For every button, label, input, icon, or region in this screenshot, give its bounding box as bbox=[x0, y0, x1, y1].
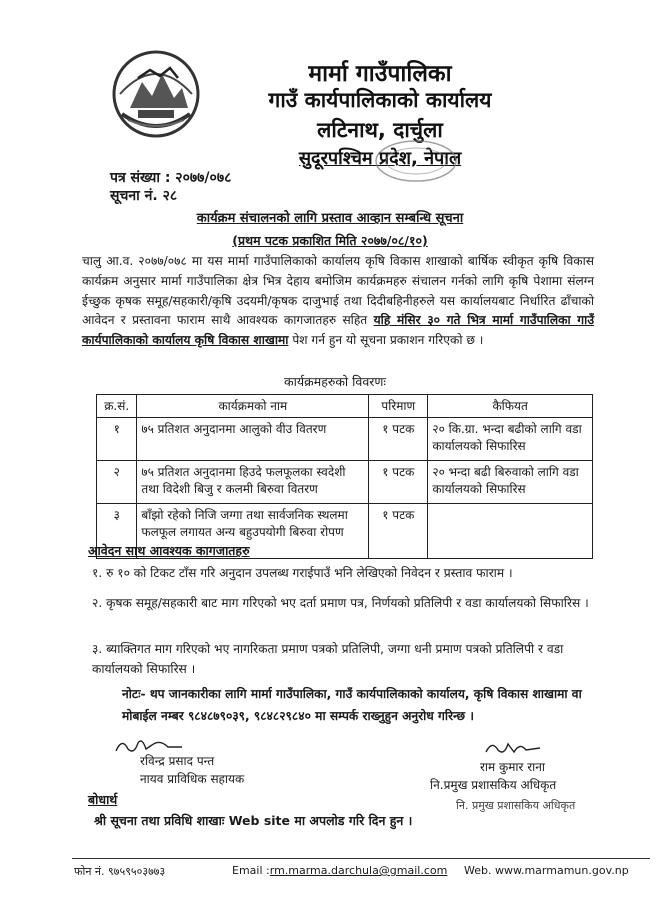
footer-web-label: Web. bbox=[464, 864, 492, 877]
program-table bbox=[96, 394, 593, 559]
footer-web bbox=[464, 864, 629, 877]
table-header-row bbox=[97, 395, 593, 418]
notice-body-part1: चालु आ.व. २०७७/०७८ मा यस मार्मा गाउँपालिकाको कार्यालय कृषि विकास शाखाको बार्षिक स्वीकृत कृषि विकास कार्यक्रम अनुसार मार्मा गाउँपालिका क्षेत्र भित्र देहाय बमोजिम कार्यक्रमहरु संचालन गर्नको लागि कृषि पेशामा संलग्न ईच्छुक कृषक समूह/सहकारी/कृषि उदयमी/कृषक दाजुभाई तथा दिदीबहिनीहरुले यस कार्यालयबाट निर्धारित ढाँचाको आवेदन र प्रस्तावना फाराम साथै आवश्यक कागजातहरु सहित bbox=[82, 254, 594, 328]
reference-number: पत्र संख्या : २०७७/०७८ bbox=[110, 170, 232, 186]
signatory-right-title: नि.प्रमुख प्रशासकिय अधिकृत bbox=[430, 778, 557, 792]
footer-web-url[interactable]: www.marmamun.gov.np bbox=[494, 864, 629, 877]
notice-body bbox=[82, 252, 594, 351]
header-remarks: कैफियत bbox=[428, 395, 593, 418]
document-item: १. रु १० को टिकट टाँस गरि अनुदान उपलब्ध गराईपाउँ भनि लेखिएको निवेदन र प्रस्ताव फाराम । bbox=[92, 566, 513, 580]
signatory-left-title: नायव प्राविधिक सहायक bbox=[140, 772, 245, 786]
row-quantity: १ पटक bbox=[369, 461, 428, 504]
documents-heading: आवेदन साथ आवश्यक कागजातहरु bbox=[88, 543, 250, 558]
table-row bbox=[97, 461, 593, 504]
row-sn: २ bbox=[97, 461, 137, 504]
row-sn: १ bbox=[97, 418, 137, 461]
office-name: मार्मा गाउँपालिका bbox=[308, 61, 452, 87]
distribution-item: श्री सूचना तथा प्रविधि शाखाः Web site मा अपलोड गरि दिन हुन । bbox=[94, 813, 413, 828]
table-row bbox=[97, 418, 593, 461]
row-remarks bbox=[428, 504, 593, 559]
notice-body-deadline: यहि मंसिर ३० गते भित्र मार्मा गाउँपालिका गाउँ कार्यपालिकाको कार्यालय कृषि विकास शाखामा bbox=[82, 313, 594, 348]
notice-title: कार्यक्रम संचालनको लागि प्रस्ताव आव्हान सम्बन्धि सूचना bbox=[196, 211, 464, 226]
row-program-name: ७५ प्रतिशत अनुदानमा हिउदे फलफूलका स्वदेशी तथा विदेशी बिजु र कलमी बिरुवा वितरण bbox=[137, 461, 369, 504]
notice-subtitle: (प्रथम पटक प्रकाशित मिति २०७७/०८/१०) bbox=[232, 233, 428, 248]
document-item: २. कृषक समूह/सहकारी बाट माग गरिएको भए दर्ता प्रमाण पत्र, निर्णयको प्रतिलिपी र वडा कार्यालयको सिफारिस । bbox=[92, 596, 589, 610]
office-subtitle: गाउँ कार्यपालिकाको कार्यालय bbox=[268, 88, 492, 112]
footer-email-label: Email : bbox=[232, 864, 270, 877]
signatory-right-stamp-title: नि. प्रमुख प्रशासकिय अधिकृत bbox=[456, 799, 576, 812]
row-remarks: २० कि.ग्रा. भन्दा बढीको लागि वडा कार्यालयको सिफारिस bbox=[428, 418, 593, 461]
office-location: लटिनाथ, दार्चुला bbox=[317, 118, 443, 142]
office-province: सुदूरपश्चिम प्रदेश, नेपाल bbox=[298, 148, 462, 169]
contact-note: नोटः- थप जानकारीका लागि मार्मा गाउँपालिका, गाउँ कार्यपालिकाको कार्यालय, कृषि विकास शाखामा वा मोबाईल नम्बर ९८४८७९०३९, ९८४८२९८४० मा सम्पर्क राख्नुहुन अनुरोध गरिन्छ । bbox=[122, 687, 582, 723]
signature-right bbox=[484, 738, 544, 758]
signatory-right-name: राम कुमार राना bbox=[480, 760, 546, 774]
row-program-name: बाँझो रहेको निजि जग्गा तथा सार्वजनिक स्थलमा फलफूल लगायत अन्य बहुउपयोगी बिरुवा रोपण bbox=[137, 504, 369, 559]
footer-phone: फोन नं. ९७५९५०३७७३ bbox=[74, 865, 166, 878]
footer-divider bbox=[72, 858, 650, 859]
signatory-left-name: रविन्द्र प्रसाद पन्त bbox=[140, 754, 215, 768]
row-sn: ३ bbox=[97, 504, 137, 559]
header-program-name: कार्यक्रमको नाम bbox=[137, 395, 369, 418]
office-stamp bbox=[370, 138, 462, 184]
notice-number: सूचना नं. २८ bbox=[110, 188, 178, 204]
footer-email-address[interactable]: rm.marma.darchula@gmail.com bbox=[269, 864, 448, 877]
footer-email bbox=[232, 864, 447, 877]
row-remarks: २० भन्दा बढी बिरुवाको लागि वडा कार्यालयको सिफारिस bbox=[428, 461, 593, 504]
row-program-name: ७५ प्रतिशत अनुदानमा आलुको वीउ वितरण bbox=[137, 418, 369, 461]
program-list-caption: कार्यक्रमहरुको विवरणः bbox=[284, 374, 386, 389]
header-quantity: परिमाण bbox=[369, 395, 428, 418]
document-item: ३. ब्याक्तिगत माग गरिएको भए नागरिकता प्रमाण पत्रको प्रतिलिपी, जग्गा धनी प्रमाण पत्रको प्रतिलिपी र वडा कार्यालयको सिफारिस । bbox=[92, 642, 564, 676]
row-quantity: १ पटक bbox=[369, 504, 428, 559]
notice-body-part2: पेश गर्न हुन यो सूचना प्रकाशन गरिएको छ । bbox=[292, 333, 484, 348]
distribution-heading: बोधार्थ bbox=[88, 792, 118, 807]
row-quantity: १ पटक bbox=[369, 418, 428, 461]
header-sn: क्र.सं. bbox=[97, 395, 137, 418]
